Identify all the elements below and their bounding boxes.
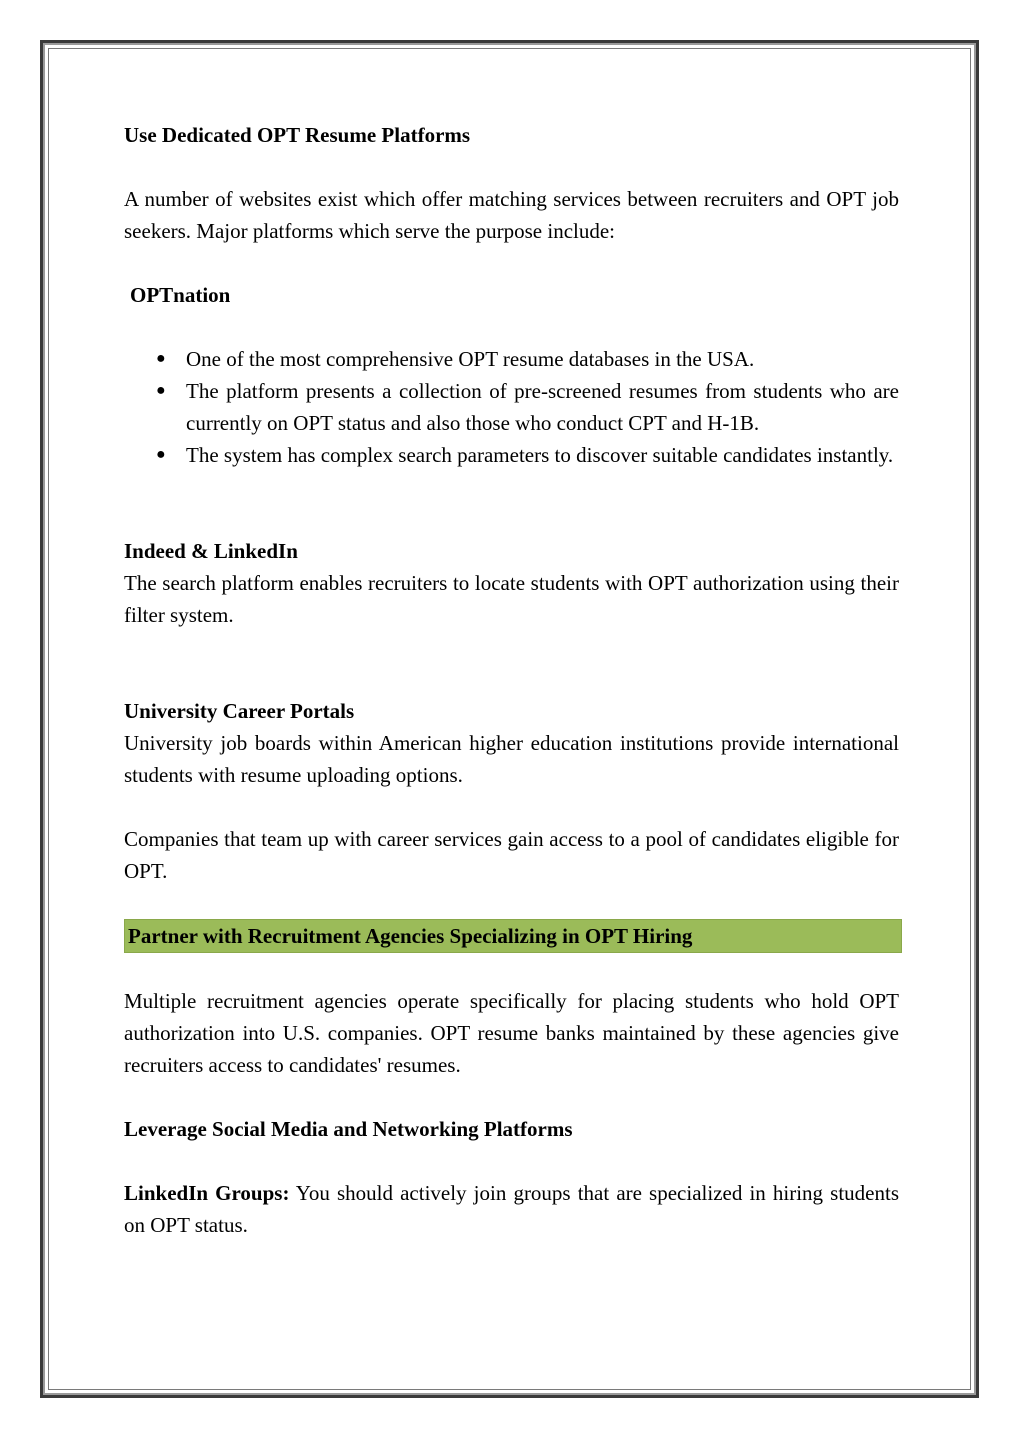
bullet-icon: ●	[156, 350, 166, 367]
heading-indeed-linkedin: Indeed & LinkedIn	[124, 539, 298, 563]
heading-dedicated-platforms: Use Dedicated OPT Resume Platforms	[124, 123, 471, 147]
document-body	[124, 119, 899, 1241]
heading-university-portals: University Career Portals	[124, 699, 355, 723]
optnation-bullet-list	[124, 343, 899, 471]
bullet-icon: ●	[156, 382, 166, 399]
list-item: ● The system has complex search parameters to discover suitable candidates instantly.	[124, 439, 899, 471]
heading-social-media: Leverage Social Media and Networking Platforms	[124, 1117, 573, 1141]
bullet-icon: ●	[156, 446, 166, 463]
heading-recruitment-agencies: Partner with Recruitment Agencies Specializing in OPT Hiring	[124, 919, 902, 953]
linkedin-groups-label: LinkedIn Groups:	[124, 1181, 290, 1205]
indeed-paragraph: The search platform enables recruiters to locate students with OPT authorization using their filter system.	[124, 571, 899, 627]
companies-paragraph: Companies that team up with career services gain access to a pool of candidates eligible for OPT.	[124, 827, 899, 883]
list-item: ● One of the most comprehensive OPT resume databases in the USA.	[124, 343, 899, 375]
linkedin-groups-text: You should actively join groups that are specialized in hiring students on OPT status.	[124, 1181, 899, 1237]
linkedin-groups-paragraph	[124, 1177, 899, 1241]
heading-optnation: OPTnation	[130, 283, 231, 307]
agencies-paragraph: Multiple recruitment agencies operate specifically for placing students who hold OPT authorization into U.S. companies. OPT resume banks maintained by these agencies give recruiters access to candidates' resumes.	[124, 989, 899, 1077]
intro-paragraph: A number of websites exist which offer matching services between recruiters and OPT job seekers. Major platforms which serve the purpose include:	[124, 187, 899, 243]
list-item: ● The platform presents a collection of pre-screened resumes from students who are currently on OPT status and also those who conduct CPT and H-1B.	[124, 375, 899, 439]
university-paragraph: University job boards within American higher education institutions provide international students with resume uploading options.	[124, 731, 899, 787]
